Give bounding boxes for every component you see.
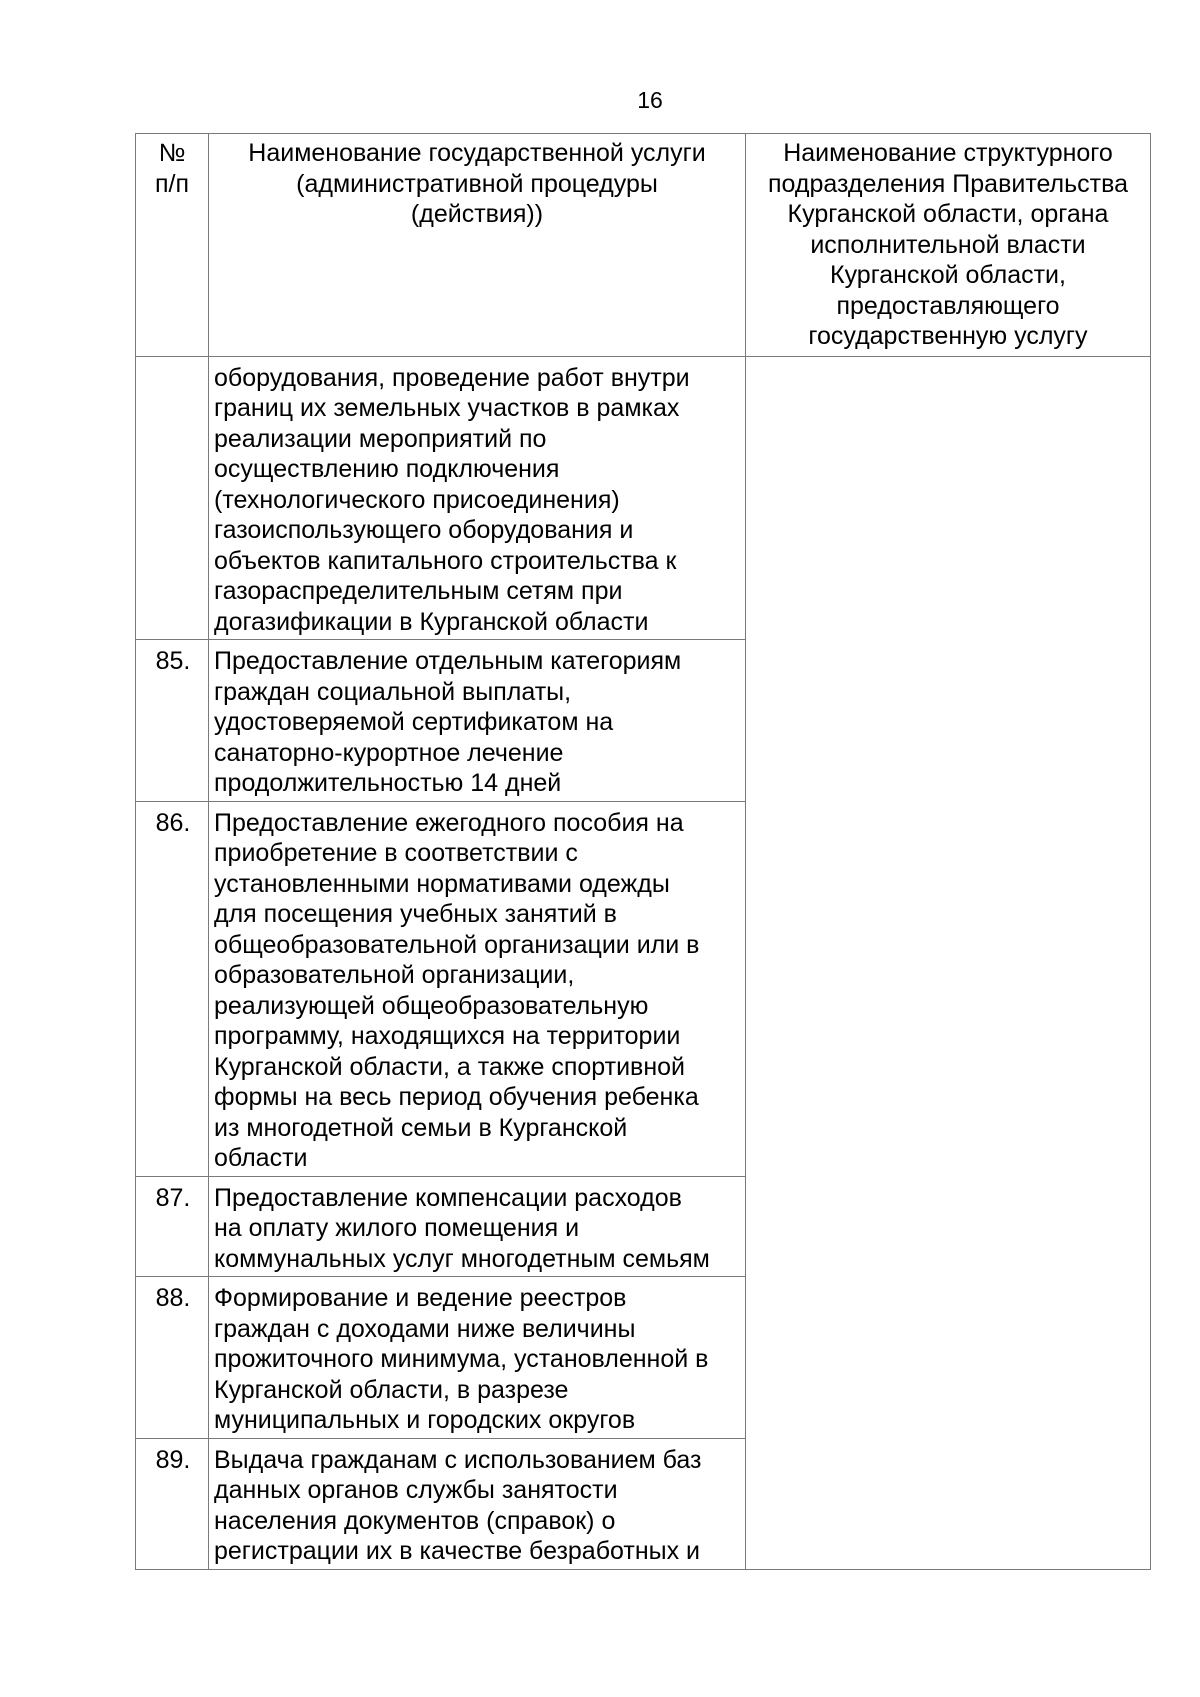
service-name-line: Курганской области, а также спортивной bbox=[214, 1052, 685, 1081]
service-name-line: приобретение в соответствии с bbox=[214, 839, 578, 867]
service-name-line: общеобразовательной организации или в bbox=[214, 930, 700, 959]
service-name-line: реализующей общеобразовательную bbox=[214, 991, 649, 1020]
service-name-line: границ их земельных участков в рамках bbox=[214, 394, 680, 422]
services-table bbox=[135, 133, 1151, 1570]
table-body bbox=[136, 356, 1151, 1569]
header-org-line: Курганской области, органа bbox=[787, 200, 1109, 228]
service-name-line: на оплату жилого помещения и bbox=[214, 1214, 580, 1242]
service-name-line: догазификации в Курганской области bbox=[214, 607, 649, 636]
service-name bbox=[209, 1277, 746, 1439]
service-name-line: граждан с доходами ниже величины bbox=[214, 1314, 636, 1343]
service-name-line: (технологического присоединения) bbox=[214, 485, 620, 514]
service-name-line: газораспределительным сетям при bbox=[214, 577, 623, 605]
header-num bbox=[136, 134, 209, 357]
service-name bbox=[209, 1438, 746, 1569]
header-name-line: (административной процедуры bbox=[296, 169, 658, 198]
row-number: 89. bbox=[136, 1438, 209, 1569]
service-name-line: реализации мероприятий по bbox=[214, 424, 547, 453]
row-number: 86. bbox=[136, 801, 209, 1176]
service-name-line: Предоставление ежегодного пособия на bbox=[214, 808, 684, 837]
table-header-row bbox=[136, 134, 1151, 357]
service-name-line: Выдача гражданам с использованием баз bbox=[214, 1445, 702, 1474]
header-name-line: Наименование государственной услуги bbox=[248, 139, 706, 167]
service-name-line: программу, находящихся на территории bbox=[214, 1022, 681, 1050]
service-name-line: данных органов службы занятости bbox=[214, 1476, 618, 1504]
row-number bbox=[136, 356, 209, 640]
service-name-line: формы на весь период обучения ребенка bbox=[214, 1083, 699, 1111]
table-row bbox=[136, 356, 1151, 640]
row-number: 85. bbox=[136, 640, 209, 802]
service-name-line: регистрации их в качестве безработных и bbox=[214, 1537, 701, 1565]
service-name-line: установленными нормативами одежды bbox=[214, 869, 670, 898]
header-org-line: Наименование структурного bbox=[783, 139, 1113, 167]
service-name-line: удостоверяемой сертификатом на bbox=[214, 708, 614, 736]
service-name-line: муниципальных и городских округов bbox=[214, 1406, 636, 1434]
service-name-line: оборудования, проведение работ внутри bbox=[214, 363, 690, 392]
organization-cell bbox=[746, 356, 1151, 1569]
header-num-line: п/п bbox=[154, 169, 190, 198]
service-name-line: населения документов (справок) о bbox=[214, 1506, 616, 1535]
service-name-line: коммунальных услуг многодетным семьям bbox=[214, 1244, 710, 1273]
service-name-line: образовательной организации, bbox=[214, 961, 575, 989]
service-name-line: Формирование и ведение реестров bbox=[214, 1284, 627, 1312]
header-org-line: предоставляющего bbox=[836, 291, 1060, 320]
service-name-line: граждан социальной выплаты, bbox=[214, 677, 572, 706]
service-name-line: газоиспользующего оборудования и bbox=[214, 516, 634, 544]
page-number: 16 bbox=[637, 87, 663, 113]
service-name bbox=[209, 356, 746, 640]
header-org-line: Курганской области, bbox=[830, 261, 1066, 289]
service-name-line: прожиточного минимума, установленной в bbox=[214, 1345, 709, 1373]
service-name-line: Предоставление отдельным категориям bbox=[214, 647, 682, 675]
service-name-line: для посещения учебных занятий в bbox=[214, 900, 617, 928]
service-name-line: объектов капитального строительства к bbox=[214, 546, 677, 575]
service-name-line: санаторно-курортное лечение bbox=[214, 738, 564, 767]
service-name bbox=[209, 1176, 746, 1277]
row-number: 87. bbox=[136, 1176, 209, 1277]
header-org-line: исполнительной власти bbox=[810, 230, 1086, 259]
header-name-line: (действия)) bbox=[410, 200, 544, 228]
service-name-line: из многодетной семьи в Курганской bbox=[214, 1113, 628, 1142]
service-name-line: Предоставление компенсации расходов bbox=[214, 1183, 682, 1212]
service-name-line: области bbox=[214, 1144, 308, 1172]
service-name-line: продолжительностью 14 дней bbox=[214, 769, 562, 797]
header-org-line: государственную услугу bbox=[808, 322, 1088, 350]
service-name-line: Курганской области, в разрезе bbox=[214, 1375, 569, 1404]
header-num-line: № bbox=[158, 139, 186, 167]
service-name-line: осуществлению подключения bbox=[214, 455, 560, 483]
header-service-name bbox=[209, 134, 746, 357]
service-name bbox=[209, 801, 746, 1176]
header-org-line: подразделения Правительства bbox=[767, 169, 1129, 198]
header-organization bbox=[746, 134, 1151, 357]
row-number: 88. bbox=[136, 1277, 209, 1439]
service-name bbox=[209, 640, 746, 802]
